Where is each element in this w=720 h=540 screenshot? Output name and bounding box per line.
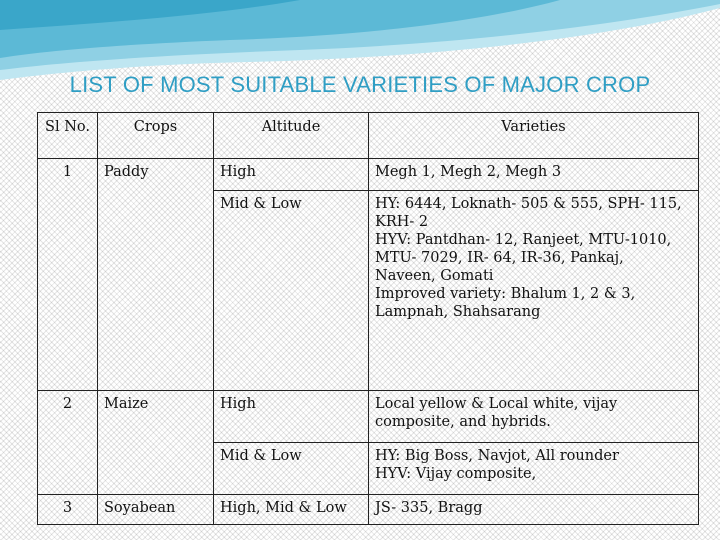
varieties-cell (369, 159, 699, 191)
altitude-cell: Mid & Low (214, 443, 369, 495)
crop-cell: Paddy (98, 159, 214, 391)
column-header-sl-no: Sl No. (38, 113, 98, 159)
variety-line: MTU- 7029, IR- 64, IR-36, Pankaj, (375, 250, 624, 266)
variety-line: KRH- 2 (375, 214, 429, 230)
variety-line: HY: 6444, Loknath- 505 & 555, SPH- 115, (375, 196, 682, 212)
variety-line: JS- 335, Bragg (375, 500, 483, 516)
column-header-crops: Crops (98, 113, 214, 159)
header-wave-banner (0, 0, 720, 80)
variety-line: HYV: Pantdhan- 12, Ranjeet, MTU-1010, (375, 232, 672, 248)
variety-line: HY: Big Boss, Navjot, All rounder (375, 448, 619, 464)
table-header-row (38, 113, 699, 159)
slide-title: LIST OF MOST SUITABLE VARIETIES OF MAJOR CROP (69, 72, 651, 97)
altitude-cell: Mid & Low (214, 191, 369, 391)
crop-varieties-table (37, 112, 699, 525)
varieties-cell (369, 443, 699, 495)
crop-cell: Maize (98, 391, 214, 495)
sl-no-cell: 1 (38, 159, 98, 391)
altitude-cell: High (214, 159, 369, 191)
table-row (38, 159, 699, 191)
varieties-cell (369, 191, 699, 391)
varieties-cell (369, 391, 699, 443)
table-row (38, 495, 699, 525)
crop-cell: Soyabean (98, 495, 214, 525)
column-header-altitude: Altitude (214, 113, 369, 159)
variety-line: HYV: Vijay composite, (375, 466, 537, 482)
varieties-cell (369, 495, 699, 525)
altitude-cell: High (214, 391, 369, 443)
variety-line: Local yellow & Local white, vijay (375, 396, 618, 412)
variety-line: Naveen, Gomati (375, 268, 494, 284)
table-row (38, 391, 699, 443)
variety-line: composite, and hybrids. (375, 414, 551, 430)
sl-no-cell: 2 (38, 391, 98, 495)
variety-line: Lampnah, Shahsarang (375, 304, 541, 320)
variety-line: Improved variety: Bhalum 1, 2 & 3, (375, 286, 636, 302)
column-header-varieties: Varieties (369, 113, 699, 159)
variety-line: Megh 1, Megh 2, Megh 3 (375, 164, 562, 180)
altitude-cell: High, Mid & Low (214, 495, 369, 525)
sl-no-cell: 3 (38, 495, 98, 525)
